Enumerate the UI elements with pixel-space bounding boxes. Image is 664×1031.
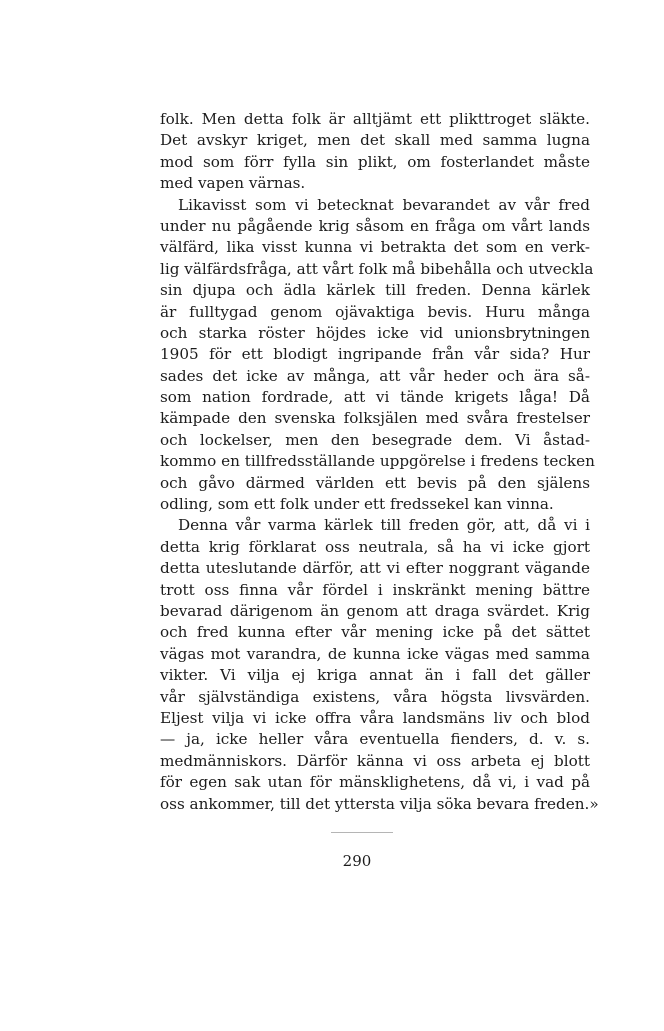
text-line: med vapen värnas. xyxy=(160,174,306,193)
text-line: folk. Men detta folk är alltjämt ett plikttroget släkte. xyxy=(160,110,590,128)
text-line: är fulltygad genom ojävaktiga bevis. Huru många xyxy=(160,302,590,321)
text-line: sin djupa och ädla kärlek till freden. Denna kärlek xyxy=(160,281,590,300)
text-line: odling, som ett folk under ett fredssekel kan vinna. xyxy=(160,495,554,514)
text-line: och fred kunna efter vår mening icke på det sättet xyxy=(160,623,590,642)
separator-rule xyxy=(331,832,393,833)
text-line: kommo en tillfredsställande uppgörelse i fredens tecken xyxy=(160,452,595,471)
text-line: trott oss finna vår fördel i inskränkt mening bättre xyxy=(160,580,590,599)
text-line: oss ankommer, till det yttersta vilja söka bevara freden.» xyxy=(160,794,599,813)
text-line: sades det icke av många, att vår heder och ära så- xyxy=(160,366,590,385)
text-line: mod som förr fylla sin plikt, om fosterlandet måste xyxy=(160,152,590,171)
text-line: Eljest vilja vi icke offra våra landsmäns liv och blod xyxy=(160,708,590,727)
text-line: som nation fordrade, att vi tände krigets låga! Då xyxy=(160,388,590,407)
text-line: och starka röster höjdes icke vid unionsbrytningen xyxy=(160,323,590,342)
text-line: Denna vår varma kärlek till freden gör, att, då vi i xyxy=(178,516,590,535)
text-line: och gåvo därmed världen ett bevis på den själens xyxy=(160,473,590,492)
text-line: detta uteslutande därför, att vi efter noggrant vägande xyxy=(160,559,590,578)
text-line: — ja, icke heller våra eventuella fienders, d. v. s. xyxy=(160,730,590,749)
text-line: för egen sak utan för mänsklighetens, då vi, i vad på xyxy=(160,773,590,792)
text-line: välfärd, lika visst kunna vi betrakta det som en verk- xyxy=(160,238,590,257)
text-line: lig välfärdsfråga, att vårt folk må bibehålla och utveckla xyxy=(160,259,594,278)
text-line: Det avskyr kriget, men det skall med samma lugna xyxy=(160,131,590,150)
body-text xyxy=(160,109,599,815)
page-number: 290 xyxy=(342,852,372,870)
text-line: vikter. Vi vilja ej kriga annat än i fall det gäller xyxy=(160,666,590,685)
text-line: vår självständiga existens, våra högsta livsvärden. xyxy=(160,687,590,706)
text-line: 1905 för ett blodigt ingripande från vår sida? Hur xyxy=(160,345,590,364)
text-line: och lockelser, men den besegrade dem. Vi åstad- xyxy=(160,430,590,449)
text-line: under nu pågående krig såsom en fråga om vårt lands xyxy=(160,216,590,235)
text-line: kämpade den svenska folksjälen med svåra frestelser xyxy=(160,409,590,428)
text-line: Likavisst som vi betecknat bevarandet av vår fred xyxy=(178,195,590,214)
text-line: medmänniskors. Därför känna vi oss arbeta ej blott xyxy=(160,751,590,770)
text-line: vägas mot varandra, de kunna icke vägas med samma xyxy=(160,644,590,663)
text-line: bevarad därigenom än genom att draga svärdet. Krig xyxy=(160,601,590,620)
text-line: detta krig förklarat oss neutrala, så ha vi icke gjort xyxy=(160,537,590,556)
